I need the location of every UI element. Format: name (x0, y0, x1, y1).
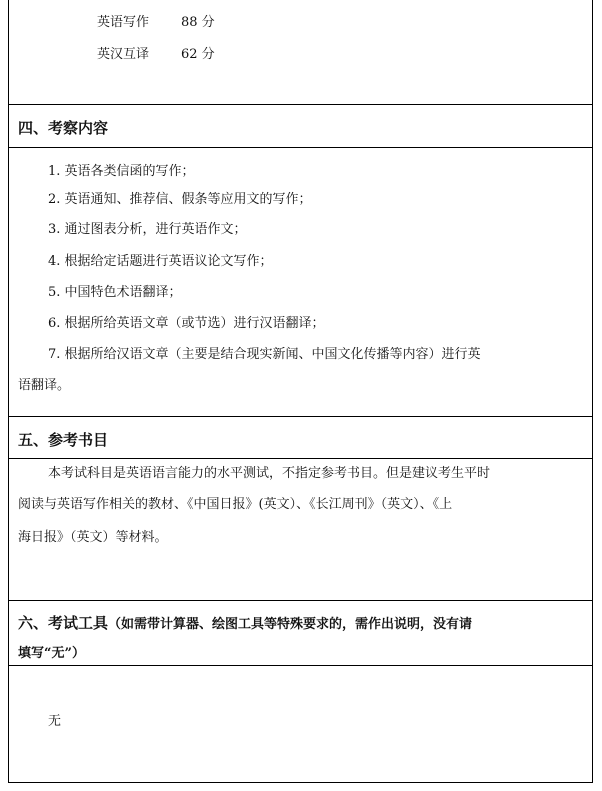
divider (8, 147, 593, 148)
score-subject: 英汉互译 (97, 47, 150, 62)
list-item: 4. 根据给定话题进行英语议论文写作； (48, 254, 273, 269)
divider (8, 665, 593, 666)
score-subject: 英语写作 (97, 15, 150, 30)
section-note: （如需带计算器、绘图工具等特殊要求的，需作出说明，没有请 (108, 617, 473, 632)
section-title: 五、参考书目 (18, 431, 109, 449)
paragraph-line: 海日报》（英文）等材料。 (18, 530, 168, 545)
divider (8, 104, 593, 105)
list-item-continuation: 语翻译。 (18, 378, 71, 393)
list-item: 1. 英语各类信函的写作； (48, 164, 195, 179)
paragraph-line: 阅读与英语写作相关的教材、《中国日报》(英文）、《长江周刊》（英文）、《上 (18, 497, 453, 512)
section-note: 填写“无”） (18, 646, 85, 661)
list-item: 5. 中国特色术语翻译； (48, 285, 182, 300)
divider (8, 600, 593, 601)
answer-text: 无 (48, 714, 62, 729)
score-row (97, 15, 215, 31)
list-item: 6. 根据所给英语文章（或节选）进行汉语翻译； (48, 316, 325, 331)
section-note-row (18, 642, 85, 661)
paragraph-line: 本考试科目是英语语言能力的水平测试，不指定参考书目。但是建议考生平时 (48, 466, 491, 481)
section-title: 六、考试工具 (18, 614, 109, 632)
divider (8, 416, 593, 417)
score-row (97, 47, 215, 63)
list-item: 7. 根据所给汉语文章（主要是结合现实新闻、中国文化传播等内容）进行英 (48, 347, 481, 362)
score-value: 88 分 (181, 15, 215, 30)
list-item: 3. 通过图表分析，进行英语作文； (48, 222, 247, 237)
section-title: 四、考察内容 (18, 119, 109, 137)
list-item: 2. 英语通知、推荐信、假条等应用文的写作； (48, 192, 312, 207)
section-title-row (18, 612, 472, 633)
score-value: 62 分 (181, 47, 215, 62)
divider (8, 458, 593, 459)
